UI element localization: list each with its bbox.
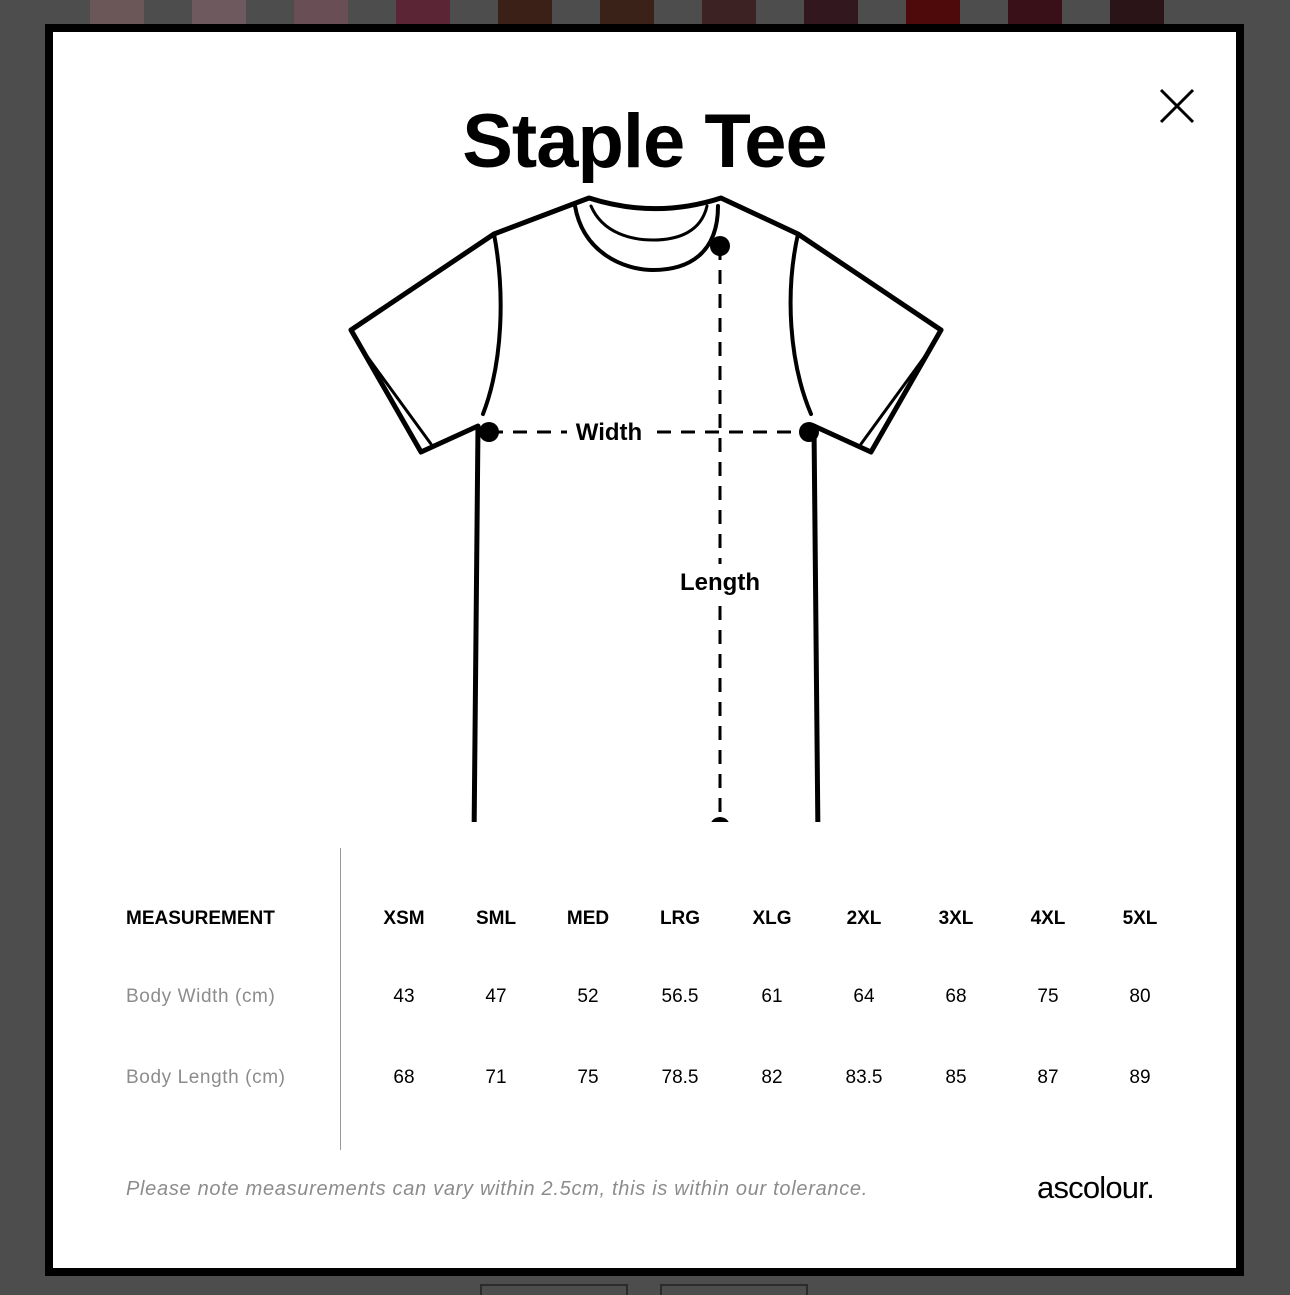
size-header: SML bbox=[475, 908, 517, 929]
row-label-body-width: Body Width (cm) bbox=[126, 986, 276, 1007]
color-swatch[interactable] bbox=[600, 0, 654, 24]
size-header: 4XL bbox=[1030, 908, 1066, 929]
tshirt-diagram bbox=[333, 182, 953, 822]
size-header: XLG bbox=[752, 908, 792, 929]
color-swatch[interactable] bbox=[804, 0, 858, 24]
table-cell: 68 bbox=[945, 986, 967, 1007]
length-point-top bbox=[710, 236, 730, 256]
close-button[interactable] bbox=[1153, 82, 1201, 130]
table-divider bbox=[340, 848, 341, 1150]
color-swatch[interactable] bbox=[702, 0, 756, 24]
size-guide-modal bbox=[53, 32, 1236, 1268]
table-cell: 68 bbox=[393, 1067, 415, 1088]
table-cell: 61 bbox=[761, 986, 783, 1007]
row-label-body-length: Body Length (cm) bbox=[126, 1067, 286, 1088]
color-swatch[interactable] bbox=[498, 0, 552, 24]
width-label: Width bbox=[575, 419, 643, 446]
width-point-left bbox=[479, 422, 499, 442]
table-cell: 89 bbox=[1129, 1067, 1151, 1088]
brand-logo: ascolour. bbox=[1037, 1170, 1154, 1205]
table-cell: 71 bbox=[485, 1067, 507, 1088]
measurement-header: MEASUREMENT bbox=[126, 908, 275, 929]
table-cell: 64 bbox=[853, 986, 875, 1007]
length-point-bottom bbox=[710, 817, 730, 822]
tshirt-outline bbox=[351, 198, 941, 822]
table-cell: 43 bbox=[393, 986, 415, 1007]
length-label: Length bbox=[680, 569, 760, 596]
table-cell: 52 bbox=[577, 986, 599, 1007]
size-header: LRG bbox=[659, 908, 701, 929]
color-swatch[interactable] bbox=[294, 0, 348, 24]
table-cell: 82 bbox=[761, 1067, 783, 1088]
color-swatch[interactable] bbox=[1008, 0, 1062, 24]
size-header: 2XL bbox=[846, 908, 882, 929]
table-cell: 78.5 bbox=[661, 1067, 699, 1088]
table-cell: 75 bbox=[1037, 986, 1059, 1007]
table-cell: 80 bbox=[1129, 986, 1151, 1007]
table-cell: 85 bbox=[945, 1067, 967, 1088]
size-header: 5XL bbox=[1122, 908, 1158, 929]
color-swatch[interactable] bbox=[906, 0, 960, 24]
table-cell: 56.5 bbox=[661, 986, 699, 1007]
table-cell: 47 bbox=[485, 986, 507, 1007]
color-swatch[interactable] bbox=[192, 0, 246, 24]
size-header: 3XL bbox=[938, 908, 974, 929]
color-swatch-strip bbox=[0, 0, 1290, 24]
close-icon bbox=[1153, 82, 1201, 130]
table-cell: 83.5 bbox=[845, 1067, 883, 1088]
color-swatch[interactable] bbox=[1110, 0, 1164, 24]
size-header: MED bbox=[566, 908, 610, 929]
color-swatch[interactable] bbox=[90, 0, 144, 24]
bottom-button[interactable] bbox=[660, 1284, 808, 1295]
color-swatch[interactable] bbox=[396, 0, 450, 24]
bottom-button[interactable] bbox=[480, 1284, 628, 1295]
tolerance-note: Please note measurements can vary within 2.5cm, this is within our tolerance. bbox=[126, 1178, 868, 1200]
table-cell: 87 bbox=[1037, 1067, 1059, 1088]
table-cell: 75 bbox=[577, 1067, 599, 1088]
modal-title: Staple Tee bbox=[462, 99, 827, 184]
width-point-right bbox=[799, 422, 819, 442]
size-header: XSM bbox=[383, 908, 425, 929]
